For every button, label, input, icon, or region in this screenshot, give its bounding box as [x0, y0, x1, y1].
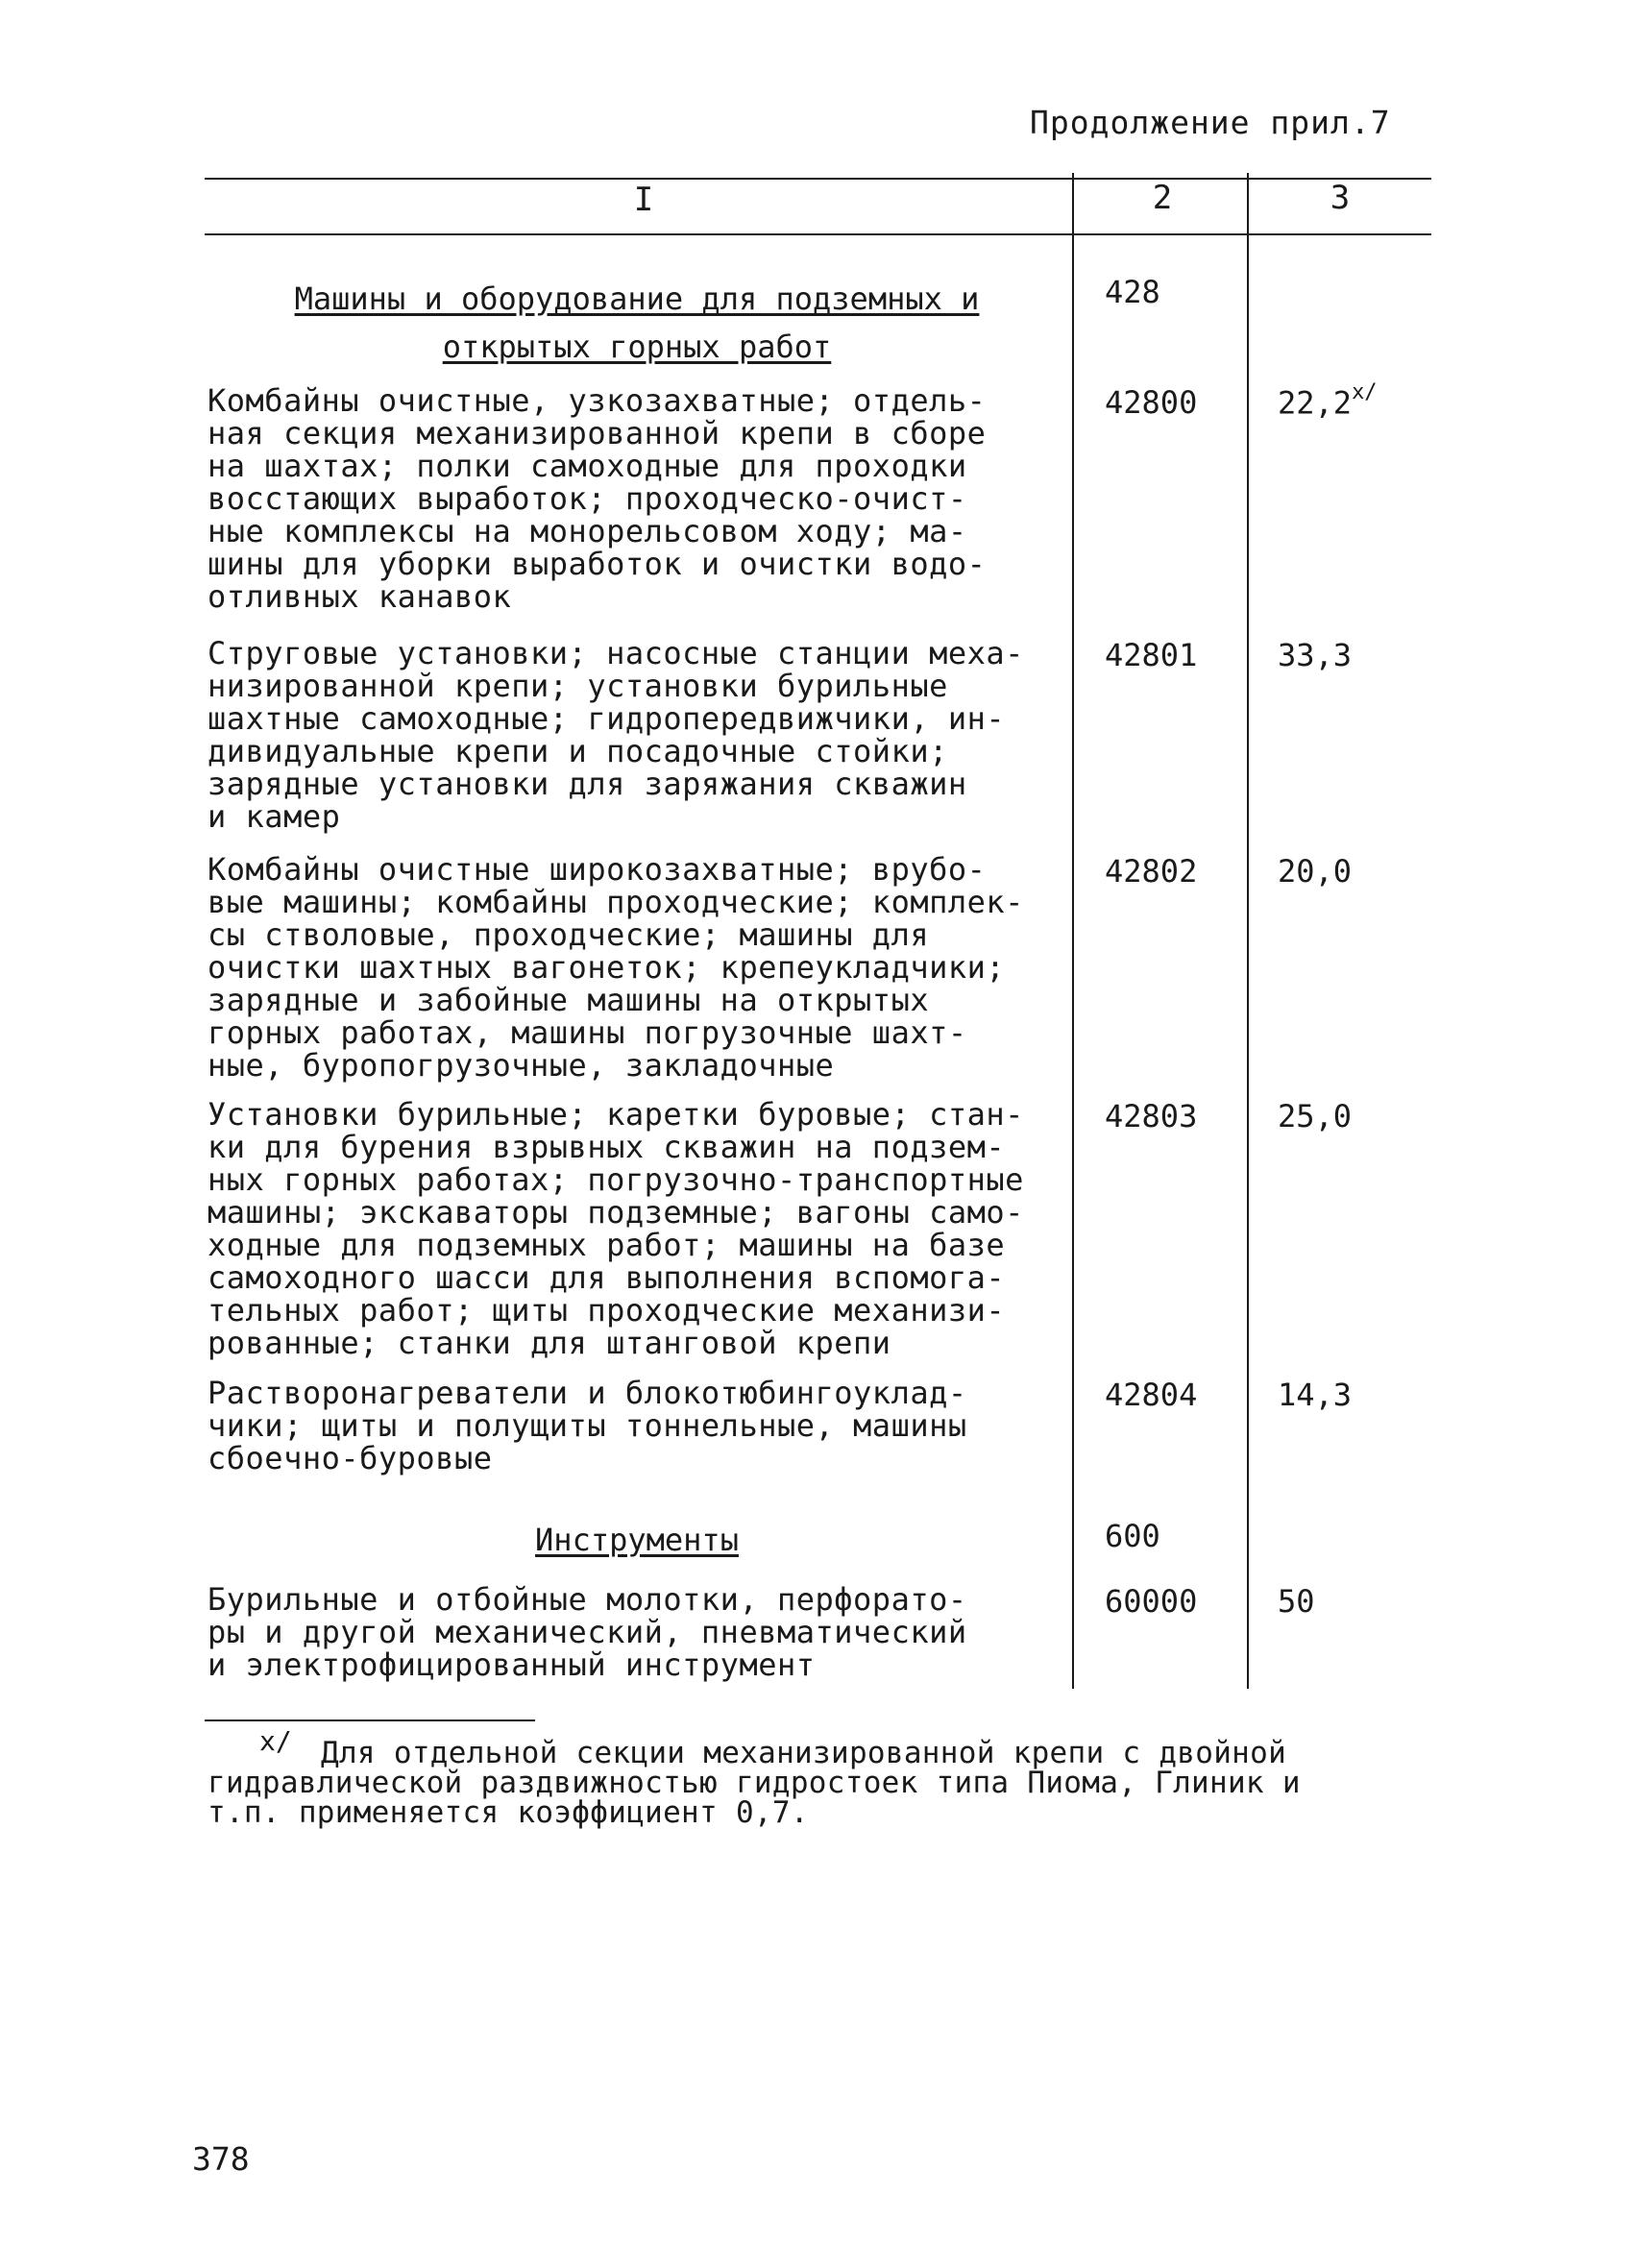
page-number: 378	[192, 2140, 250, 2178]
row-description: Бурильные и отбойные молотки, перфорато- ры и другой механический, пневматический и электрофицированный инструмент	[207, 1581, 967, 1683]
header-col-1: I	[633, 181, 654, 219]
row-code: 42802	[1105, 853, 1198, 890]
row-coefficient: 25,0	[1278, 1098, 1353, 1134]
row-coefficient: 14,3	[1278, 1377, 1353, 1413]
row-code: 42801	[1105, 637, 1198, 673]
section-code: 600	[1105, 1518, 1160, 1554]
header-col-2: 2	[1152, 179, 1173, 217]
footnote-reference: x/	[1352, 380, 1378, 404]
row-description: Струговые установки; насосные станции меха- низированной крепи; установки бурильные шахтные самоходные; гидропередвижчики, ин- дивидуальные крепи и посадочные стойки; зарядные установки для заряжания скважин и камер	[207, 635, 1024, 835]
continuation-label: Продолжение прил.7	[1030, 104, 1391, 141]
footnote-line: гидравлической раздвижностью гидростоек типа Пиома, Глиник и	[207, 1766, 1301, 1800]
row-description: Комбайны очистные широкозахватные; врубо- вые машины; комбайны проходческие; комплек- сы стволовые, проходческие; машины для очистки шахтных вагонеток; крепеукладчики; зарядные и забойные машины на открытых горных работах, машины погрузочные шахт- ные, буропогрузочные, закладочные	[207, 851, 1024, 1084]
row-code: 42800	[1105, 384, 1198, 421]
row-code: 60000	[1105, 1583, 1198, 1620]
section-title-instruments: Инструменты	[535, 1522, 739, 1558]
row-coefficient: 50	[1278, 1583, 1315, 1620]
column-divider-2	[1247, 173, 1249, 1689]
footnote-line: т.п. применяется коэффициент 0,7.	[207, 1795, 809, 1830]
section-title-line-2: открытых горных работ	[442, 329, 832, 365]
footnote-line: Для отдельной секции механизированной крепи с двойной	[321, 1736, 1287, 1770]
column-divider-1	[1072, 173, 1074, 1689]
row-code: 42803	[1105, 1098, 1198, 1134]
section-code: 428	[1105, 274, 1160, 310]
section-title-line-1: Машины и оборудование для подземных и	[294, 280, 980, 317]
header-col-3: 3	[1330, 179, 1351, 217]
row-coefficient: 33,3	[1278, 637, 1353, 673]
row-code: 42804	[1105, 1377, 1198, 1413]
row-coefficient: $22,2^{x/}$	[1278, 380, 1378, 422]
row-description: Установки бурильные; каретки буровые; стан- ки для бурения взрывных скважин на подзем- ных горных работах; погрузочно-транспортные машины; экскаваторы подземные; вагоны само- ходные для подземных работ; машины на базе самоходного шасси для выполнения вспомога- тельных работ; щиты проходческие механизи- рованные; станки для штанговой крепи	[207, 1096, 1024, 1361]
row-description: Растворонагреватели и блокотюбингоуклад- чики; щиты и полущиты тоннельные, машины сбоечно-буровые	[207, 1375, 967, 1476]
footnote-rule	[205, 1719, 535, 1721]
row-description: Комбайны очистные, узкозахватные; отдель- ная секция механизированной крепи в сборе на шахтах; полки самоходные для проходки восстающих выработок; проходческо-очист- ные комплексы на монорельсовом ходу; ма- шины для уборки выработок и очистки водо- отливных канавок	[207, 382, 987, 615]
footnote-mark: x/	[259, 1725, 292, 1757]
row-coefficient: 20,0	[1278, 853, 1353, 890]
footnote-text	[207, 1736, 1301, 1830]
